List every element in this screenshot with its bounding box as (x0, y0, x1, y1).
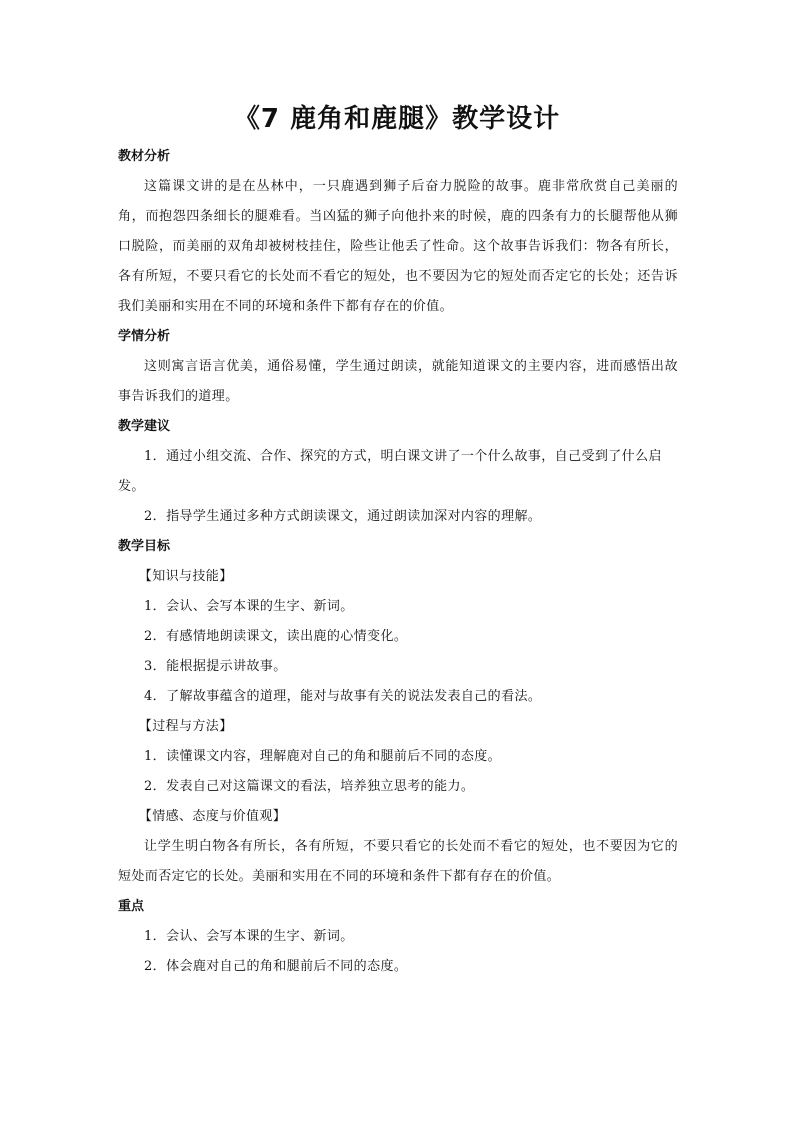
suggestion-item: 2．指导学生通过多种方式朗读课文，通过朗读加深对内容的理解。 (144, 509, 542, 524)
suggestion-item: 1．通过小组交流、合作、探究的方式，明白课文讲了一个什么故事，自己受到了什么启发。 (118, 449, 662, 494)
section-heading-suggestions: 教学建议 (118, 419, 171, 434)
knowledge-item: 4．了解故事蕴含的道理，能对与故事有关的说法发表自己的看法。 (144, 689, 542, 704)
goal-subheading-knowledge: 【知识与技能】 (138, 569, 233, 584)
goal-subheading-emotion: 【情感、态度与价值观】 (138, 809, 287, 824)
process-item: 2．发表自己对这篇课文的看法，培养独立思考的能力。 (144, 779, 475, 794)
emotion-paragraph: 让学生明白物各有所长，各有所短，不要只看它的长处而不看它的短处，也不要因为它的短处而否定它的长处。美丽和实用在不同的环境和条件下都有存在的价值。 (118, 839, 678, 884)
material-paragraph: 这篇课文讲的是在丛林中，一只鹿遇到狮子后奋力脱险的故事。鹿非常欣赏自己美丽的角，而抱怨四条细长的腿难看。当凶猛的狮子向他扑来的时候，鹿的四条有力的长腿帮他从狮口脱险，而美丽的双角却被树枝挂住，险些让他丢了性命。这个故事告诉我们：物各有所长，各有所短，不要只看它的长处而不看它的短处，也不要因为它的短处而否定它的长处；还告诉我们美丽和实用在不同的环境和条件下都有存在的价值。 (118, 179, 678, 314)
page-title: 《7 鹿角和鹿腿》教学设计 (233, 104, 561, 134)
knowledge-item: 2．有感情地朗读课文，读出鹿的心情变化。 (144, 629, 408, 644)
goal-subheading-process: 【过程与方法】 (138, 719, 233, 734)
key-point-item: 2．体会鹿对自己的角和腿前后不同的态度。 (144, 959, 408, 974)
document-body (118, 142, 678, 982)
section-heading-students: 学情分析 (118, 329, 171, 344)
section-heading-key-points: 重点 (118, 899, 145, 914)
process-item: 1．读懂课文内容，理解鹿对自己的角和腿前后不同的态度。 (144, 749, 502, 764)
section-heading-goals: 教学目标 (118, 539, 171, 554)
students-paragraph: 这则寓言语言优美，通俗易懂，学生通过朗读，就能知道课文的主要内容，进而感悟出故事告诉我们的道理。 (118, 359, 678, 404)
knowledge-item: 1．会认、会写本课的生字、新词。 (144, 599, 354, 614)
key-point-item: 1．会认、会写本课的生字、新词。 (144, 929, 354, 944)
section-heading-material: 教材分析 (118, 149, 171, 164)
knowledge-item: 3．能根据提示讲故事。 (144, 659, 287, 674)
